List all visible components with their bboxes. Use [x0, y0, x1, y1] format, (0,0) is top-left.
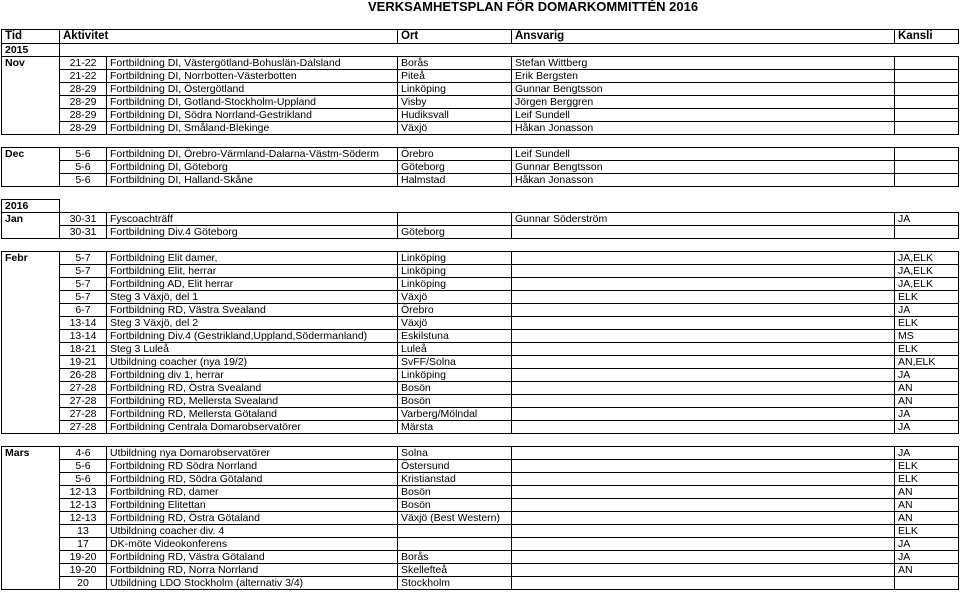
activity-cell: Fortbildning RD, Västra Götaland: [107, 551, 398, 564]
table-row: [2, 265, 959, 278]
table-row: [2, 343, 959, 356]
date-cell: 12-13: [60, 486, 107, 499]
responsible-cell: [512, 460, 895, 473]
office-cell: JA: [895, 369, 959, 382]
table-row: [2, 577, 959, 590]
month-label: [2, 499, 60, 512]
date-cell: 12-13: [60, 499, 107, 512]
activity-cell: Fortbildning RD, Norra Norrland: [107, 564, 398, 577]
office-cell: AN: [895, 512, 959, 525]
date-cell: 21-22: [60, 57, 107, 70]
location-cell: Linköping: [398, 278, 512, 291]
responsible-cell: Gunnar Bengtsson: [512, 161, 895, 174]
activity-cell: Fortbildning DI, Västergötland-Bohuslän-Dalsland: [107, 57, 398, 70]
table-row: [2, 96, 959, 109]
office-cell: MS: [895, 330, 959, 343]
table-row: [2, 109, 959, 122]
table-row: [2, 148, 959, 161]
office-cell: JA,ELK: [895, 252, 959, 265]
month-label: [2, 278, 60, 291]
month-label: [2, 265, 60, 278]
location-cell: Halmstad: [398, 174, 512, 187]
date-cell: 19-21: [60, 356, 107, 369]
date-cell: 27-28: [60, 421, 107, 434]
location-cell: Linköping: [398, 252, 512, 265]
year-label: 2015: [2, 44, 60, 57]
date-cell: 5-7: [60, 278, 107, 291]
responsible-cell: Håkan Jonasson: [512, 174, 895, 187]
table-row: [2, 161, 959, 174]
table-row: [2, 564, 959, 577]
responsible-cell: [512, 304, 895, 317]
table-row: [2, 512, 959, 525]
table-header-row: [2, 30, 959, 44]
table-row: [2, 538, 959, 551]
table-row: [2, 278, 959, 291]
activity-cell: Utbildning coacher div. 4: [107, 525, 398, 538]
month-label: [2, 122, 60, 135]
location-cell: Bosön: [398, 382, 512, 395]
table-row: [2, 213, 959, 226]
month-label: [2, 317, 60, 330]
office-cell: ELK: [895, 473, 959, 486]
date-cell: 5-7: [60, 252, 107, 265]
office-cell: ELK: [895, 317, 959, 330]
office-cell: AN: [895, 499, 959, 512]
activity-table-body: [2, 30, 959, 590]
month-label: [2, 460, 60, 473]
activity-cell: Fortbildning RD, Mellersta Götaland: [107, 408, 398, 421]
spacer-cell: [2, 239, 959, 252]
date-cell: 30-31: [60, 213, 107, 226]
activity-cell: Utbildning coacher (nya 19/2): [107, 356, 398, 369]
office-cell: JA,ELK: [895, 265, 959, 278]
date-cell: 28-29: [60, 96, 107, 109]
activity-cell: Fortbildning DI, Norrbotten-Västerbotten: [107, 70, 398, 83]
document-title: VERKSAMHETSPLAN FÖR DOMARKOMMITTÉN 2016: [368, 0, 699, 14]
table-row: [2, 486, 959, 499]
month-label: [2, 512, 60, 525]
office-cell: [895, 174, 959, 187]
activity-cell: Fortbildning Div.4 Göteborg: [107, 226, 398, 239]
date-cell: 28-29: [60, 83, 107, 96]
location-cell: [398, 213, 512, 226]
activity-cell: Fortbildning RD, Mellersta Svealand: [107, 395, 398, 408]
office-cell: JA: [895, 213, 959, 226]
office-cell: AN,ELK: [895, 356, 959, 369]
month-label: [2, 109, 60, 122]
location-cell: Bosön: [398, 395, 512, 408]
location-cell: SvFF/Solna: [398, 356, 512, 369]
activity-cell: Fortbildning div 1, herrar: [107, 369, 398, 382]
month-label: [2, 343, 60, 356]
activity-cell: Fortbildning Centrala Domarobservatörer: [107, 421, 398, 434]
activity-cell: DK-möte Videokonferens: [107, 538, 398, 551]
spacer-row: [2, 135, 959, 148]
table-row: [2, 525, 959, 538]
month-label: [2, 174, 60, 187]
month-label: [2, 291, 60, 304]
date-cell: 28-29: [60, 109, 107, 122]
table-row: [2, 551, 959, 564]
responsible-cell: [512, 317, 895, 330]
responsible-cell: Gunnar Söderström: [512, 213, 895, 226]
header-ort: Ort: [398, 30, 512, 44]
responsible-cell: [512, 447, 895, 460]
table-row: [2, 304, 959, 317]
month-label: [2, 486, 60, 499]
location-cell: Örebro: [398, 148, 512, 161]
activity-cell: Fortbildning RD, Östra Svealand: [107, 382, 398, 395]
location-cell: Växjö (Best Western): [398, 512, 512, 525]
month-label: [2, 382, 60, 395]
office-cell: JA: [895, 447, 959, 460]
location-cell: Bosön: [398, 499, 512, 512]
activity-cell: Fortbildning DI, Halland-Skåne: [107, 174, 398, 187]
month-label: Dec: [2, 148, 60, 161]
office-cell: AN: [895, 395, 959, 408]
year-row: [2, 44, 959, 57]
office-cell: [895, 70, 959, 83]
month-label: [2, 538, 60, 551]
activity-cell: Fortbildning RD, Södra Götaland: [107, 473, 398, 486]
date-cell: 27-28: [60, 382, 107, 395]
responsible-cell: [512, 278, 895, 291]
location-cell: Varberg/Mölndal: [398, 408, 512, 421]
location-cell: Stockholm: [398, 577, 512, 590]
responsible-cell: [512, 564, 895, 577]
month-label: [2, 330, 60, 343]
location-cell: Solna: [398, 447, 512, 460]
date-cell: 19-20: [60, 551, 107, 564]
date-cell: 18-21: [60, 343, 107, 356]
office-cell: [895, 161, 959, 174]
table-row: [2, 356, 959, 369]
date-cell: 6-7: [60, 304, 107, 317]
responsible-cell: [512, 330, 895, 343]
activity-cell: Fortbildning Elit damer,: [107, 252, 398, 265]
month-label: [2, 395, 60, 408]
table-row: [2, 408, 959, 421]
spacer-cell: [60, 200, 959, 213]
office-cell: JA: [895, 408, 959, 421]
responsible-cell: [512, 291, 895, 304]
location-cell: Bosön: [398, 486, 512, 499]
activity-cell: Fortbildning DI, Östergötland: [107, 83, 398, 96]
month-label: [2, 577, 60, 590]
date-cell: 17: [60, 538, 107, 551]
table-row: [2, 330, 959, 343]
location-cell: Växjö: [398, 291, 512, 304]
responsible-cell: [512, 265, 895, 278]
responsible-cell: Stefan Wittberg: [512, 57, 895, 70]
month-label: [2, 525, 60, 538]
date-cell: 5-6: [60, 473, 107, 486]
responsible-cell: [512, 473, 895, 486]
date-cell: 28-29: [60, 122, 107, 135]
activity-table: [1, 29, 959, 590]
table-row: [2, 473, 959, 486]
table-row: [2, 395, 959, 408]
office-cell: JA: [895, 304, 959, 317]
activity-cell: Fortbildning RD Södra Norrland: [107, 460, 398, 473]
month-label: [2, 70, 60, 83]
activity-cell: Utbildning LDO Stockholm (alternativ 3/4): [107, 577, 398, 590]
responsible-cell: Erik Bergsten: [512, 70, 895, 83]
responsible-cell: [512, 551, 895, 564]
year-label: 2016: [2, 200, 60, 213]
activity-cell: Fortbildning RD, damer: [107, 486, 398, 499]
responsible-cell: [512, 525, 895, 538]
office-cell: [895, 148, 959, 161]
location-cell: Växjö: [398, 122, 512, 135]
responsible-cell: [512, 499, 895, 512]
location-cell: Borås: [398, 551, 512, 564]
header-aktivitet: Aktivitet: [60, 30, 398, 44]
header-tid: Tid: [2, 30, 60, 44]
office-cell: AN: [895, 564, 959, 577]
activity-cell: Steg 3 Växjö, del 2: [107, 317, 398, 330]
activity-cell: Fyscoachträff: [107, 213, 398, 226]
table-row: [2, 317, 959, 330]
responsible-cell: [512, 343, 895, 356]
activity-cell: Fortbildning RD, Västra Svealand: [107, 304, 398, 317]
activity-cell: Fortbildning AD, Elit herrar: [107, 278, 398, 291]
responsible-cell: [512, 577, 895, 590]
office-cell: AN: [895, 382, 959, 395]
location-cell: Hudiksvall: [398, 109, 512, 122]
office-cell: JA: [895, 538, 959, 551]
activity-cell: Steg 3 Växjö, del 1: [107, 291, 398, 304]
month-label: Jan: [2, 213, 60, 226]
activity-cell: Utbildning nya Domarobservatörer: [107, 447, 398, 460]
table-row: [2, 70, 959, 83]
responsible-cell: [512, 252, 895, 265]
responsible-cell: Leif Sundell: [512, 148, 895, 161]
month-label: Mars: [2, 447, 60, 460]
date-cell: 27-28: [60, 395, 107, 408]
date-cell: 13-14: [60, 317, 107, 330]
date-cell: 20: [60, 577, 107, 590]
responsible-cell: Jörgen Berggren: [512, 96, 895, 109]
responsible-cell: Gunnar Bengtsson: [512, 83, 895, 96]
spacer-row: [2, 239, 959, 252]
location-cell: Märsta: [398, 421, 512, 434]
date-cell: 5-7: [60, 265, 107, 278]
year-row: [2, 200, 959, 213]
table-row: [2, 421, 959, 434]
office-cell: ELK: [895, 291, 959, 304]
office-cell: JA,ELK: [895, 278, 959, 291]
office-cell: ELK: [895, 525, 959, 538]
responsible-cell: [512, 369, 895, 382]
header-kansli: Kansli: [895, 30, 959, 44]
spacer-cell: [60, 44, 959, 57]
activity-cell: Steg 3 Luleå: [107, 343, 398, 356]
office-cell: JA: [895, 421, 959, 434]
table-row: [2, 460, 959, 473]
date-cell: 13-14: [60, 330, 107, 343]
date-cell: 19-20: [60, 564, 107, 577]
office-cell: [895, 96, 959, 109]
office-cell: ELK: [895, 343, 959, 356]
table-row: [2, 369, 959, 382]
activity-cell: Fortbildning DI, Södra Norrland-Gestrikland: [107, 109, 398, 122]
activity-cell: Fortbildning Div.4 (Gestrikland,Uppland,Södermanland): [107, 330, 398, 343]
date-cell: 26-28: [60, 369, 107, 382]
spacer-cell: [2, 187, 959, 200]
date-cell: 13: [60, 525, 107, 538]
month-label: Febr: [2, 252, 60, 265]
date-cell: 5-6: [60, 460, 107, 473]
office-cell: [895, 122, 959, 135]
table-row: [2, 291, 959, 304]
month-label: [2, 551, 60, 564]
month-label: [2, 83, 60, 96]
table-row: [2, 174, 959, 187]
table-row: [2, 382, 959, 395]
responsible-cell: Leif Sundell: [512, 109, 895, 122]
month-label: [2, 226, 60, 239]
table-row: [2, 122, 959, 135]
date-cell: 4-6: [60, 447, 107, 460]
date-cell: 5-6: [60, 161, 107, 174]
location-cell: Göteborg: [398, 161, 512, 174]
responsible-cell: [512, 356, 895, 369]
spacer-row: [2, 187, 959, 200]
office-cell: JA: [895, 551, 959, 564]
spacer-cell: [2, 135, 959, 148]
date-cell: 30-31: [60, 226, 107, 239]
responsible-cell: [512, 421, 895, 434]
spacer-row: [2, 434, 959, 447]
activity-cell: Fortbildning Elit, herrar: [107, 265, 398, 278]
location-cell: Linköping: [398, 265, 512, 278]
table-row: [2, 252, 959, 265]
responsible-cell: [512, 226, 895, 239]
table-row: [2, 83, 959, 96]
date-cell: 5-6: [60, 148, 107, 161]
office-cell: [895, 577, 959, 590]
month-label: [2, 304, 60, 317]
responsible-cell: [512, 538, 895, 551]
location-cell: Borås: [398, 57, 512, 70]
location-cell: Linköping: [398, 83, 512, 96]
location-cell: Örebro: [398, 304, 512, 317]
month-label: [2, 408, 60, 421]
table-row: [2, 447, 959, 460]
responsible-cell: [512, 408, 895, 421]
location-cell: Skellefteå: [398, 564, 512, 577]
table-row: [2, 499, 959, 512]
location-cell: Linköping: [398, 369, 512, 382]
activity-cell: Fortbildning RD, Östra Götaland: [107, 512, 398, 525]
location-cell: [398, 525, 512, 538]
location-cell: Piteå: [398, 70, 512, 83]
spacer-cell: [2, 434, 959, 447]
month-label: [2, 96, 60, 109]
responsible-cell: [512, 395, 895, 408]
location-cell: Eskilstuna: [398, 330, 512, 343]
office-cell: AN: [895, 486, 959, 499]
month-label: [2, 421, 60, 434]
activity-cell: Fortbildning DI, Örebro-Värmland-Dalarna-Västm-Söderm: [107, 148, 398, 161]
responsible-cell: Håkan Jonasson: [512, 122, 895, 135]
activity-cell: Fortbildning DI, Småland-Blekinge: [107, 122, 398, 135]
date-cell: 5-7: [60, 291, 107, 304]
office-cell: [895, 57, 959, 70]
month-label: [2, 369, 60, 382]
table-row: [2, 57, 959, 70]
office-cell: ELK: [895, 460, 959, 473]
location-cell: Göteborg: [398, 226, 512, 239]
table-row: [2, 226, 959, 239]
activity-cell: Fortbildning DI, Göteborg: [107, 161, 398, 174]
activity-cell: Fortbildning DI, Gotland-Stockholm-Uppland: [107, 96, 398, 109]
date-cell: 12-13: [60, 512, 107, 525]
location-cell: Växjö: [398, 317, 512, 330]
location-cell: [398, 538, 512, 551]
location-cell: Kristianstad: [398, 473, 512, 486]
date-cell: 27-28: [60, 408, 107, 421]
office-cell: [895, 109, 959, 122]
responsible-cell: [512, 382, 895, 395]
office-cell: [895, 83, 959, 96]
month-label: [2, 161, 60, 174]
location-cell: Östersund: [398, 460, 512, 473]
month-label: [2, 356, 60, 369]
month-label: [2, 564, 60, 577]
location-cell: Visby: [398, 96, 512, 109]
header-ansvarig: Ansvarig: [512, 30, 895, 44]
date-cell: 21-22: [60, 70, 107, 83]
responsible-cell: [512, 486, 895, 499]
month-label: Nov: [2, 57, 60, 70]
office-cell: [895, 226, 959, 239]
month-label: [2, 473, 60, 486]
activity-cell: Fortbildning Elitettan: [107, 499, 398, 512]
responsible-cell: [512, 512, 895, 525]
date-cell: 5-6: [60, 174, 107, 187]
location-cell: Luleå: [398, 343, 512, 356]
